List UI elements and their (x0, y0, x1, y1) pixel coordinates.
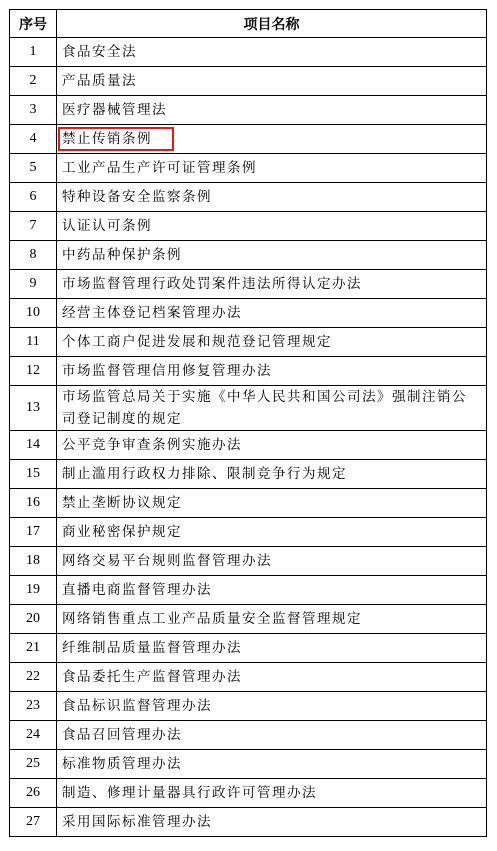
row-index: 16 (10, 489, 57, 518)
row-name-cell: 采用国际标准管理办法 (57, 808, 487, 837)
table-row (10, 154, 487, 183)
row-name-cell: 市场监督管理行政处罚案件违法所得认定办法 (57, 270, 487, 299)
row-index: 14 (10, 431, 57, 460)
row-name-cell: 食品召回管理办法 (57, 721, 487, 750)
table-row (10, 96, 487, 125)
table-row (10, 692, 487, 721)
row-index: 25 (10, 750, 57, 779)
table-row (10, 721, 487, 750)
row-index: 6 (10, 183, 57, 212)
row-name-cell: 工业产品生产许可证管理条例 (57, 154, 487, 183)
row-name-cell: 直播电商监督管理办法 (57, 576, 487, 605)
row-index: 15 (10, 460, 57, 489)
row-index: 21 (10, 634, 57, 663)
header-row (10, 10, 487, 38)
row-name-cell: 市场监督管理信用修复管理办法 (57, 357, 487, 386)
table-row (10, 605, 487, 634)
row-name-cell: 商业秘密保护规定 (57, 518, 487, 547)
row-name-cell: 食品标识监督管理办法 (57, 692, 487, 721)
row-name-cell: 制造、修理计量器具行政许可管理办法 (57, 779, 487, 808)
table-row (10, 750, 487, 779)
row-index: 13 (10, 386, 57, 431)
document (9, 9, 486, 837)
row-name-cell: 产品质量法 (57, 67, 487, 96)
table-row (10, 460, 487, 489)
row-index: 18 (10, 547, 57, 576)
row-index: 24 (10, 721, 57, 750)
row-name-cell: 纤维制品质量监督管理办法 (57, 634, 487, 663)
table-row (10, 779, 487, 808)
header-name: 项目名称 (57, 10, 487, 38)
row-name-cell: 中药品种保护条例 (57, 241, 487, 270)
row-name-cell: 市场监管总局关于实施《中华人民共和国公司法》强制注销公司登记制度的规定 (57, 386, 487, 431)
table-row (10, 547, 487, 576)
row-name-cell (57, 125, 487, 154)
row-index: 22 (10, 663, 57, 692)
table-row (10, 67, 487, 96)
row-index: 11 (10, 328, 57, 357)
row-index: 27 (10, 808, 57, 837)
table-row (10, 518, 487, 547)
row-index: 5 (10, 154, 57, 183)
row-index: 26 (10, 779, 57, 808)
table-row (10, 212, 487, 241)
table-row (10, 431, 487, 460)
table-row (10, 299, 487, 328)
table-row (10, 808, 487, 837)
highlighted-row-name: 禁止传销条例 (58, 127, 174, 151)
table-row (10, 357, 487, 386)
table-row (10, 663, 487, 692)
row-name-cell: 公平竞争审查条例实施办法 (57, 431, 487, 460)
row-name-cell: 特种设备安全监察条例 (57, 183, 487, 212)
table-row (10, 270, 487, 299)
row-index: 4 (10, 125, 57, 154)
row-name-cell: 个体工商户促进发展和规范登记管理规定 (57, 328, 487, 357)
table-row (10, 576, 487, 605)
table-row (10, 125, 487, 154)
row-name-cell: 食品安全法 (57, 38, 487, 67)
row-index: 2 (10, 67, 57, 96)
table-row (10, 634, 487, 663)
row-index: 7 (10, 212, 57, 241)
row-index: 8 (10, 241, 57, 270)
row-index: 3 (10, 96, 57, 125)
header-index: 序号 (10, 10, 57, 38)
row-name-cell: 食品委托生产监督管理办法 (57, 663, 487, 692)
row-name-cell: 网络销售重点工业产品质量安全监督管理规定 (57, 605, 487, 634)
table-row (10, 38, 487, 67)
row-index: 19 (10, 576, 57, 605)
table-row (10, 328, 487, 357)
regulation-table (9, 9, 487, 837)
table-row (10, 241, 487, 270)
row-index: 23 (10, 692, 57, 721)
row-index: 1 (10, 38, 57, 67)
row-name-cell: 医疗器械管理法 (57, 96, 487, 125)
row-name-cell: 禁止垄断协议规定 (57, 489, 487, 518)
table-row (10, 183, 487, 212)
row-index: 17 (10, 518, 57, 547)
row-index: 12 (10, 357, 57, 386)
row-name-cell: 经营主体登记档案管理办法 (57, 299, 487, 328)
row-index: 9 (10, 270, 57, 299)
row-index: 20 (10, 605, 57, 634)
table-row (10, 386, 487, 431)
row-name-cell: 制止滥用行政权力排除、限制竞争行为规定 (57, 460, 487, 489)
table-row (10, 489, 487, 518)
row-name-cell: 标准物质管理办法 (57, 750, 487, 779)
row-name-cell: 网络交易平台规则监督管理办法 (57, 547, 487, 576)
row-name-cell: 认证认可条例 (57, 212, 487, 241)
table-body (10, 38, 487, 837)
row-index: 10 (10, 299, 57, 328)
